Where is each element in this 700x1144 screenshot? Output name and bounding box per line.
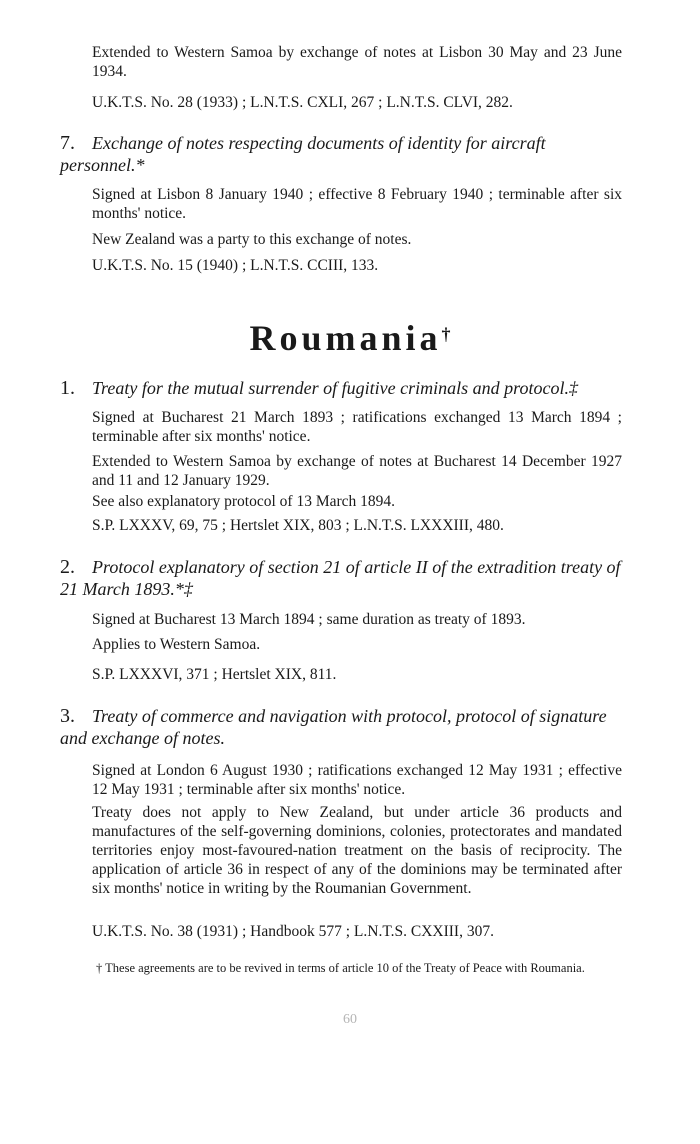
entry-7-number: 7. — [60, 132, 75, 154]
entry-7-references: U.K.T.S. No. 15 (1940) ; L.N.T.S. CCIII, 133. — [92, 257, 379, 274]
roumania-entry-1-title-text: Treaty for the mutual surrender of fugitive criminals and protocol.‡ — [92, 378, 578, 398]
section-heading — [0, 316, 700, 360]
section-heading-dagger: † — [441, 324, 451, 344]
footnote: † These agreements are to be revived in terms of article 10 of the Treaty of Peace with Roumania. — [96, 961, 585, 975]
preceding-references: U.K.T.S. No. 28 (1933) ; L.N.T.S. CXLI, 267 ; L.N.T.S. CLVI, 282. — [92, 94, 513, 111]
roumania-entry-3-number: 3. — [60, 705, 75, 727]
entry-7-signed: Signed at Lisbon 8 January 1940 ; effective 8 February 1940 ; terminable after six months' notice. — [92, 186, 622, 222]
roumania-entry-1-extension: Extended to Western Samoa by exchange of notes at Bucharest 14 December 1927 and 11 and 12 January 1929. — [92, 453, 622, 489]
roumania-entry-3-references: U.K.T.S. No. 38 (1931) ; Handbook 577 ; L.N.T.S. CXXIII, 307. — [92, 923, 494, 940]
entry-7-party: New Zealand was a party to this exchange of notes. — [92, 231, 412, 248]
roumania-entry-2-title — [60, 556, 625, 600]
page-number: 60 — [343, 1012, 357, 1027]
roumania-entry-1-see-also: See also explanatory protocol of 13 March 1894. — [92, 493, 396, 510]
roumania-entry-1-references: S.P. LXXXV, 69, 75 ; Hertslet XIX, 803 ; L.N.T.S. LXXXIII, 480. — [92, 517, 504, 534]
roumania-entry-3-signed: Signed at London 6 August 1930 ; ratifications exchanged 12 May 1931 ; effective 12 May 1931 ; terminable after six months' notice. — [92, 762, 622, 798]
roumania-entry-1-title — [60, 377, 625, 399]
section-heading-text: Roumania — [249, 318, 442, 358]
roumania-entry-3-title-text: Treaty of commerce and navigation with protocol, protocol of signature and exchange of notes. — [60, 706, 607, 748]
roumania-entry-2-signed: Signed at Bucharest 13 March 1894 ; same duration as treaty of 1893. — [92, 611, 526, 628]
roumania-entry-2-applies: Applies to Western Samoa. — [92, 636, 261, 653]
roumania-entry-1-number: 1. — [60, 377, 75, 399]
roumania-entry-3-title — [60, 705, 625, 749]
roumania-entry-2-number: 2. — [60, 556, 75, 578]
roumania-entry-3-scope: Treaty does not apply to New Zealand, but under article 36 products and manufactures of the self-governing dominions, colonies, protectorates and mandated territories enjoy most-favoured-nation treatment on the basis of reciprocity. The application of article 36 in respect of any of the dominions may be terminated after six months' notice in writing by the Roumanian Government. — [92, 804, 622, 897]
roumania-entry-2-title-text: Protocol explanatory of section 21 of article II of the extradition treaty of 21 March 1893.*‡ — [60, 557, 621, 599]
preceding-extension-text: Extended to Western Samoa by exchange of notes at Lisbon 30 May and 23 June 1934. — [92, 44, 622, 80]
roumania-entry-2-references: S.P. LXXXVI, 371 ; Hertslet XIX, 811. — [92, 666, 337, 683]
entry-7-title-text: Exchange of notes respecting documents of identity for aircraft personnel.* — [60, 133, 546, 175]
entry-7-title — [60, 132, 625, 176]
roumania-entry-1-signed: Signed at Bucharest 21 March 1893 ; ratifications exchanged 13 March 1894 ; terminable after six months' notice. — [92, 409, 622, 445]
